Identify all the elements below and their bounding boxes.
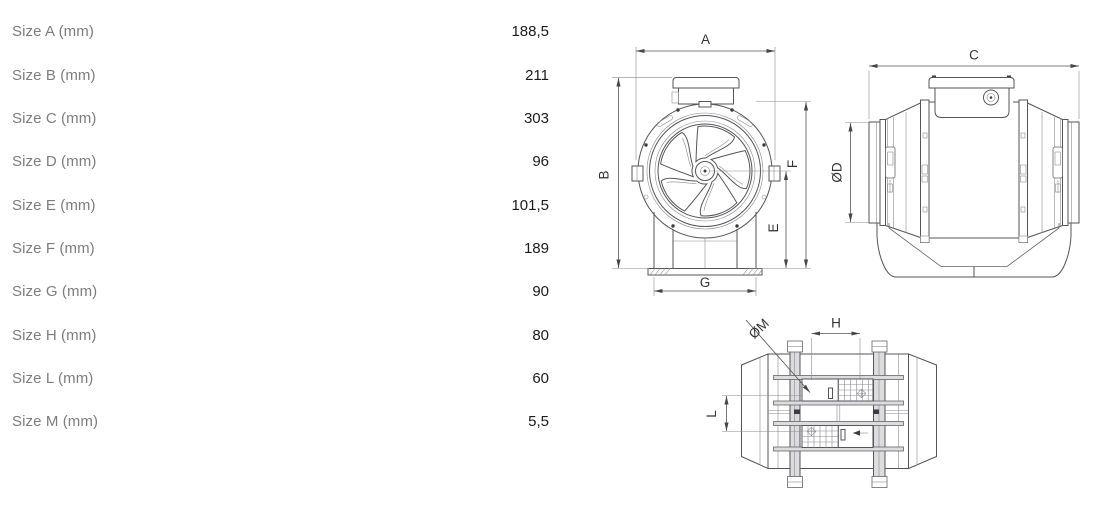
size-value: 101,5: [511, 196, 549, 214]
dim-label-f: F: [785, 159, 800, 169]
size-label: Size D (mm): [12, 153, 97, 171]
side-view: [830, 48, 1080, 278]
table-row: [12, 10, 549, 53]
table-row: [12, 97, 549, 140]
size-value: 5,5: [528, 413, 549, 431]
size-label: Size L (mm): [12, 369, 94, 387]
dim-label-l: L: [704, 410, 719, 418]
table-row: [12, 53, 549, 96]
table-row: [12, 270, 549, 313]
dim-label-b: B: [596, 170, 612, 180]
junction-box-front: [672, 78, 739, 108]
dim-label-e: E: [766, 223, 781, 233]
dim-label-a: A: [700, 32, 711, 47]
table-row: [12, 140, 549, 183]
table-row: [12, 357, 549, 400]
size-value: 96: [532, 153, 549, 171]
size-value: 60: [532, 369, 549, 387]
size-value: 303: [523, 109, 549, 127]
side-dimensions: [830, 48, 1080, 223]
size-label: Size C (mm): [12, 109, 97, 127]
size-value: 80: [532, 326, 549, 344]
dim-label-d: ØD: [829, 162, 845, 183]
dim-label-g: G: [699, 275, 711, 290]
dim-label-m: ØM: [745, 315, 772, 342]
size-label: Size E (mm): [12, 196, 96, 214]
table-row: [12, 400, 549, 443]
size-value: 189: [523, 239, 549, 257]
size-label: Size H (mm): [12, 326, 97, 344]
table-row: [12, 313, 549, 356]
front-view: [597, 32, 812, 296]
technical-drawing: [560, 0, 1112, 512]
bottom-view: [704, 316, 937, 488]
size-value: 211: [525, 66, 549, 84]
size-label: Size A (mm): [12, 23, 94, 41]
size-table: [12, 10, 549, 443]
table-row: [12, 227, 549, 270]
size-value: 188,5: [511, 23, 549, 41]
size-label: Size G (mm): [12, 283, 98, 301]
dim-label-c: C: [969, 47, 979, 63]
bottom-dimensions: [704, 316, 860, 432]
junction-box-side: [929, 76, 1014, 118]
size-label: Size F (mm): [12, 239, 95, 257]
mounting-feet: [648, 212, 762, 275]
size-label: Size B (mm): [12, 66, 96, 84]
size-value: 90: [532, 283, 549, 301]
table-row: [12, 183, 549, 226]
size-label: Size M (mm): [12, 413, 99, 431]
dim-label-h: H: [831, 315, 841, 331]
